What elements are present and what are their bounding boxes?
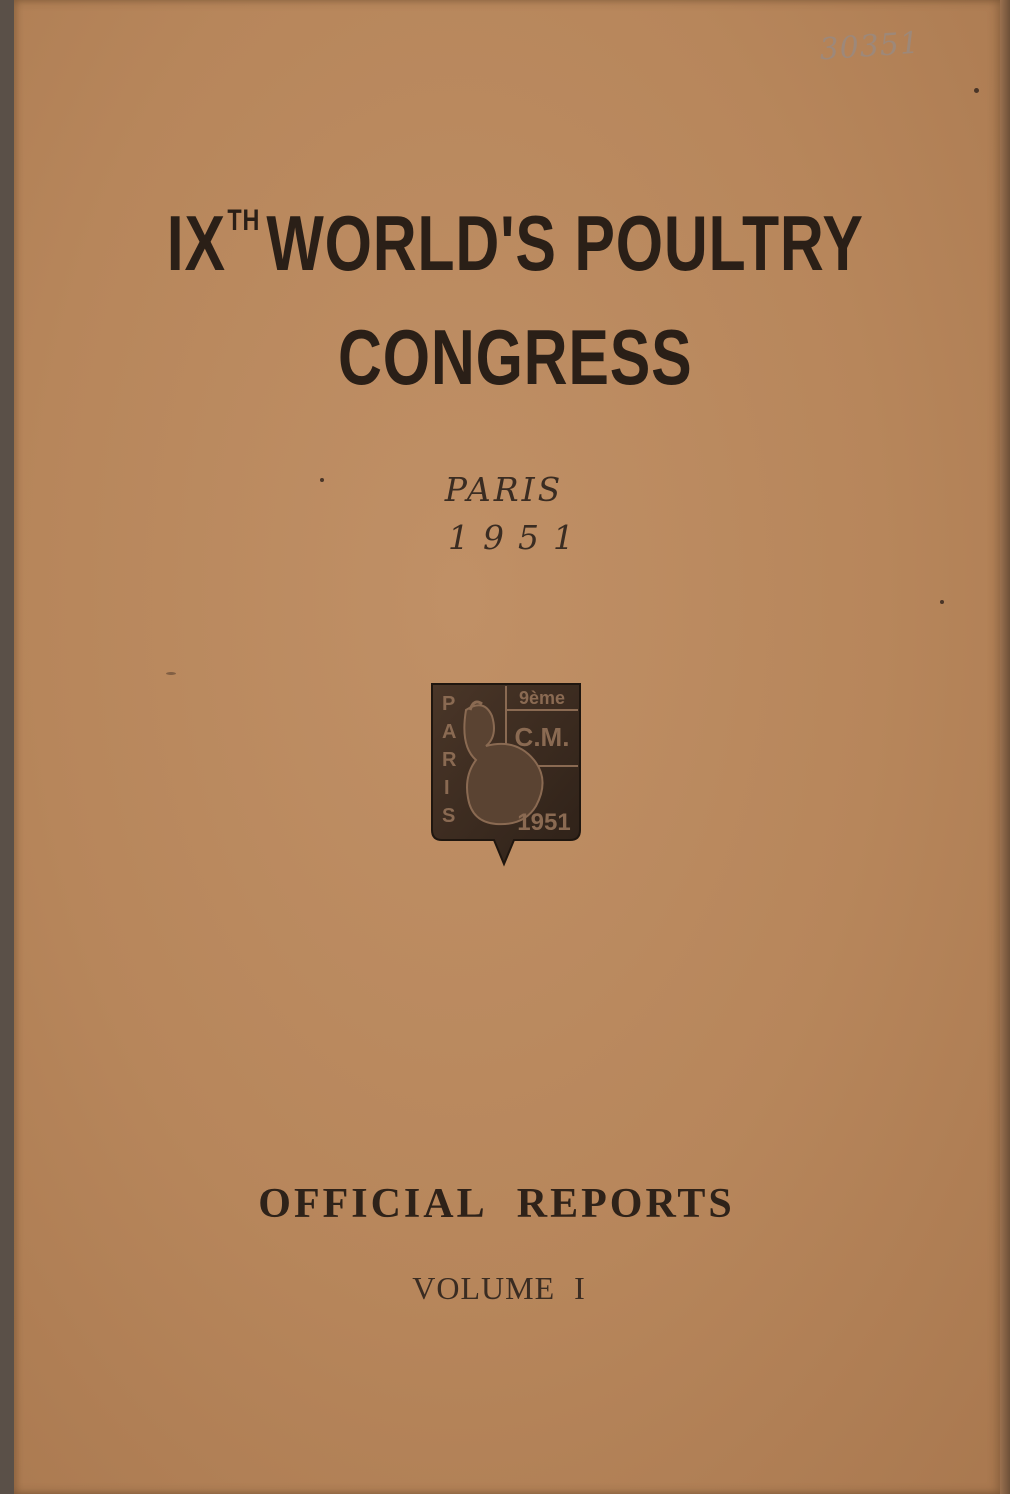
volume-label: VOLUME I bbox=[412, 1270, 586, 1306]
title-line-1-text: WORLD'S POULTRY bbox=[266, 199, 864, 287]
seal-letter: A bbox=[442, 721, 457, 743]
seal-middle-text: C.M. bbox=[514, 722, 570, 752]
place-city: PARIS bbox=[444, 470, 564, 509]
title-ordinal-suffix: TH bbox=[227, 204, 261, 237]
catalog-number: 30351 bbox=[818, 25, 922, 68]
place-year: 1951 bbox=[448, 518, 588, 557]
official-reports-heading: OFFICIAL REPORTS bbox=[258, 1181, 735, 1227]
seal-top-text: 9ème bbox=[518, 688, 566, 708]
book-cover bbox=[14, 0, 1004, 1494]
seal-bottom-text: 1951 bbox=[517, 809, 571, 836]
paper-speck bbox=[166, 672, 176, 675]
seal-letter: S bbox=[442, 805, 456, 827]
title-ordinal: IX bbox=[166, 199, 226, 287]
seal-letter: P bbox=[442, 693, 456, 715]
seal-letter: I bbox=[444, 777, 450, 799]
paper-speck bbox=[940, 600, 944, 604]
seal-letter: R bbox=[442, 749, 457, 771]
title-line-2: CONGRESS bbox=[338, 313, 693, 401]
page-edge bbox=[1000, 0, 1010, 1494]
title-line-1 bbox=[121, 198, 909, 289]
paper-speck bbox=[320, 478, 324, 482]
paper-speck bbox=[974, 88, 979, 93]
emblem-seal bbox=[426, 680, 586, 870]
